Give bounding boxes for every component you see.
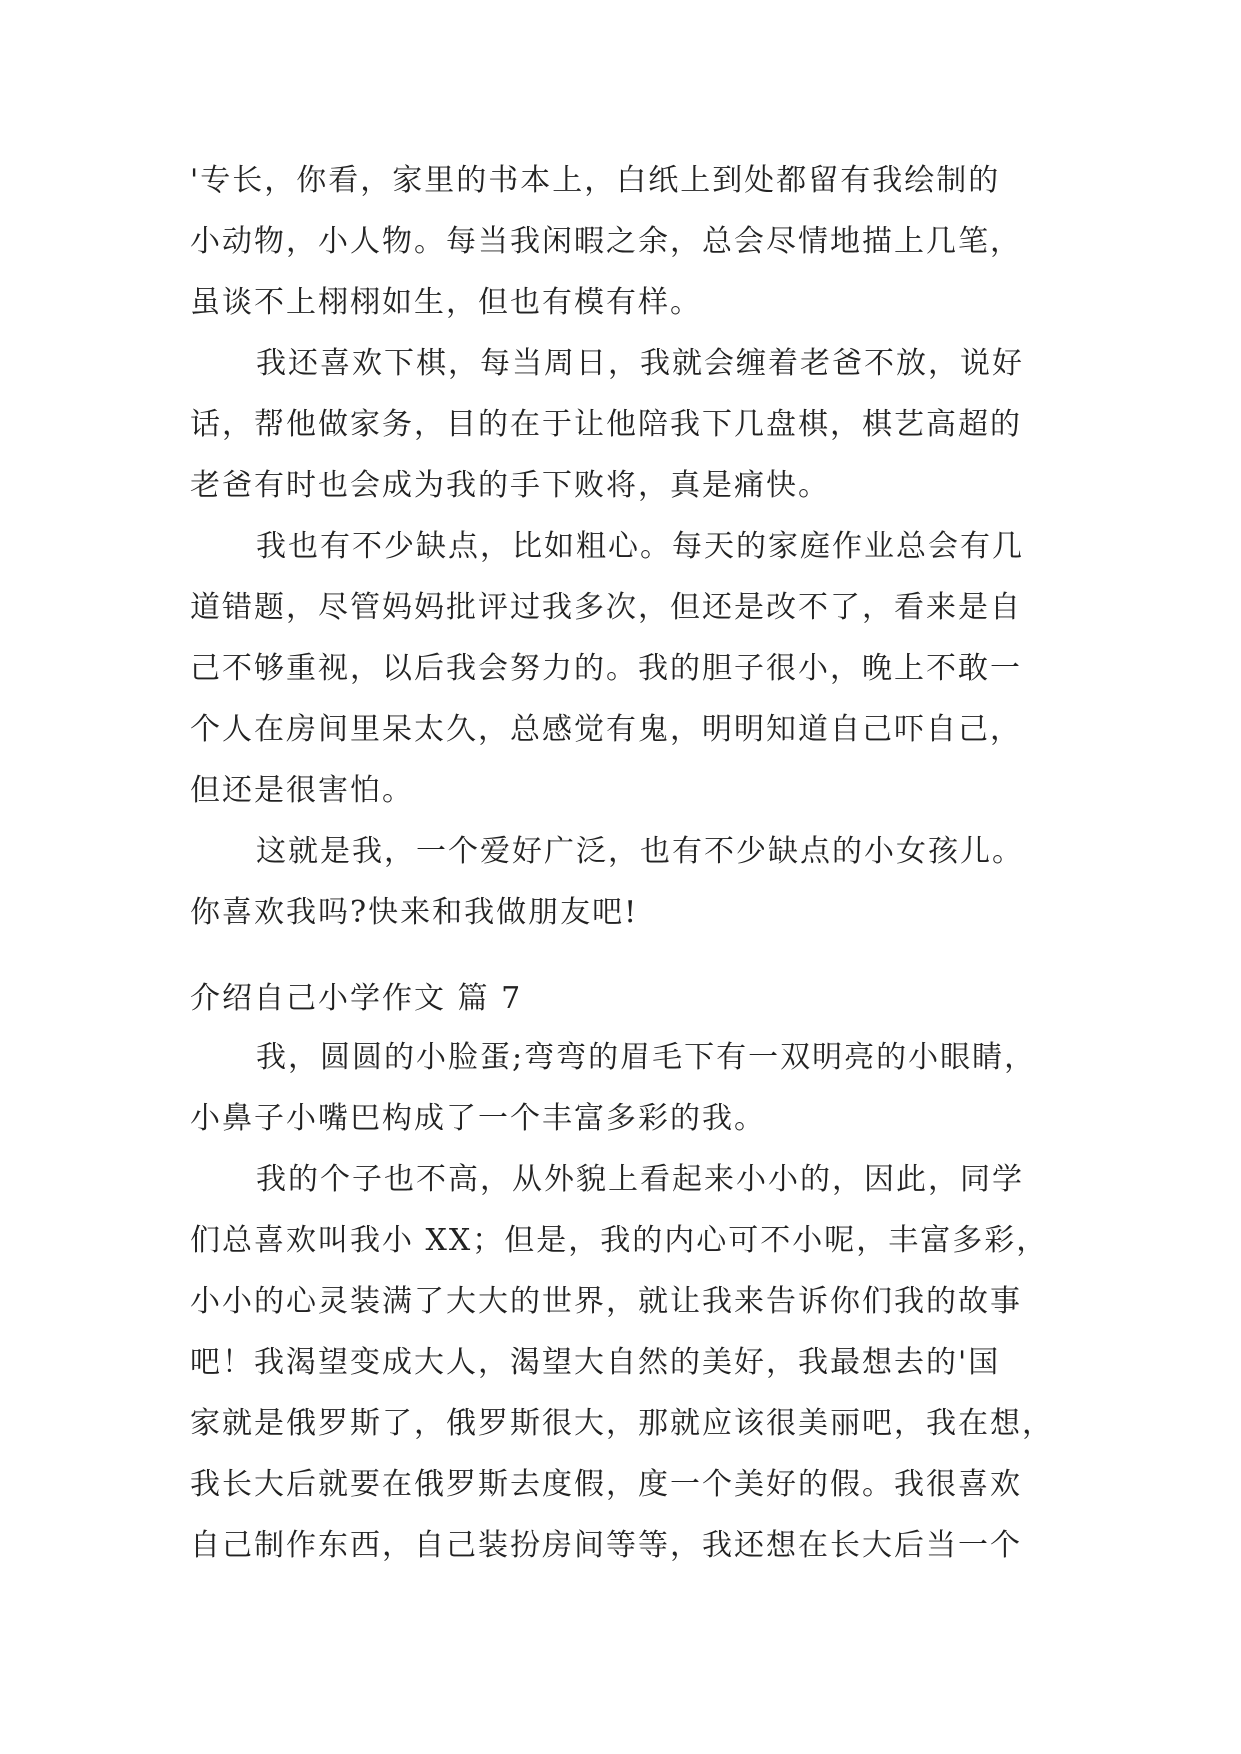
text-line: 老爸有时也会成为我的手下败将，真是痛快。 — [190, 468, 830, 503]
text-line: 个人在房间里呆太久，总感觉有鬼，明明知道自己吓自己， — [190, 712, 1022, 747]
text-line: 小鼻子小嘴巴构成了一个丰富多彩的我。 — [190, 1101, 766, 1136]
text-line: 但还是很害怕。 — [190, 773, 414, 808]
text-line: 们总喜欢叫我小 XX；但是，我的内心可不小呢，丰富多彩， — [190, 1223, 1049, 1258]
text-line: 小动物，小人物。每当我闲暇之余，总会尽情地描上几笔， — [190, 224, 1022, 259]
text-line: 我长大后就要在俄罗斯去度假，度一个美好的假。我很喜欢 — [190, 1467, 1022, 1502]
text-line: 道错题，尽管妈妈批评过我多次，但还是改不了，看来是自 — [190, 590, 1022, 625]
section-heading: 介绍自己小学作文 篇 7 — [190, 981, 523, 1016]
text-line: 我还喜欢下棋，每当周日，我就会缠着老爸不放，说好 — [256, 346, 1024, 381]
text-line: 我也有不少缺点，比如粗心。每天的家庭作业总会有几 — [256, 529, 1024, 564]
text-line: '专长，你看，家里的书本上，白纸上到处都留有我绘制的 — [190, 163, 1001, 198]
upper-text-block — [190, 150, 1060, 943]
text-line: 己不够重视，以后我会努力的。我的胆子很小，晚上不敢一 — [190, 651, 1022, 686]
text-line: 家就是俄罗斯了，俄罗斯很大，那就应该很美丽吧，我在想， — [190, 1406, 1054, 1441]
text-line: 我的个子也不高，从外貌上看起来小小的，因此，同学 — [256, 1162, 1024, 1197]
text-line: 我，圆圆的小脸蛋;弯弯的眉毛下有一双明亮的小眼睛， — [256, 1040, 1037, 1075]
lower-text-block — [190, 1027, 1060, 1576]
text-line: 你喜欢我吗?快来和我做朋友吧! — [190, 895, 639, 930]
text-line: 自己制作东西，自己装扮房间等等，我还想在长大后当一个 — [190, 1528, 1022, 1563]
text-line: 小小的心灵装满了大大的世界，就让我来告诉你们我的故事 — [190, 1284, 1022, 1319]
text-line: 话，帮他做家务，目的在于让他陪我下几盘棋，棋艺高超的 — [190, 407, 1022, 442]
text-line: 吧！我渴望变成大人，渴望大自然的美好，我最想去的'国 — [190, 1345, 1001, 1380]
text-line: 虽谈不上栩栩如生，但也有模有样。 — [190, 285, 702, 320]
text-line: 这就是我，一个爱好广泛，也有不少缺点的小女孩儿。 — [256, 834, 1024, 869]
